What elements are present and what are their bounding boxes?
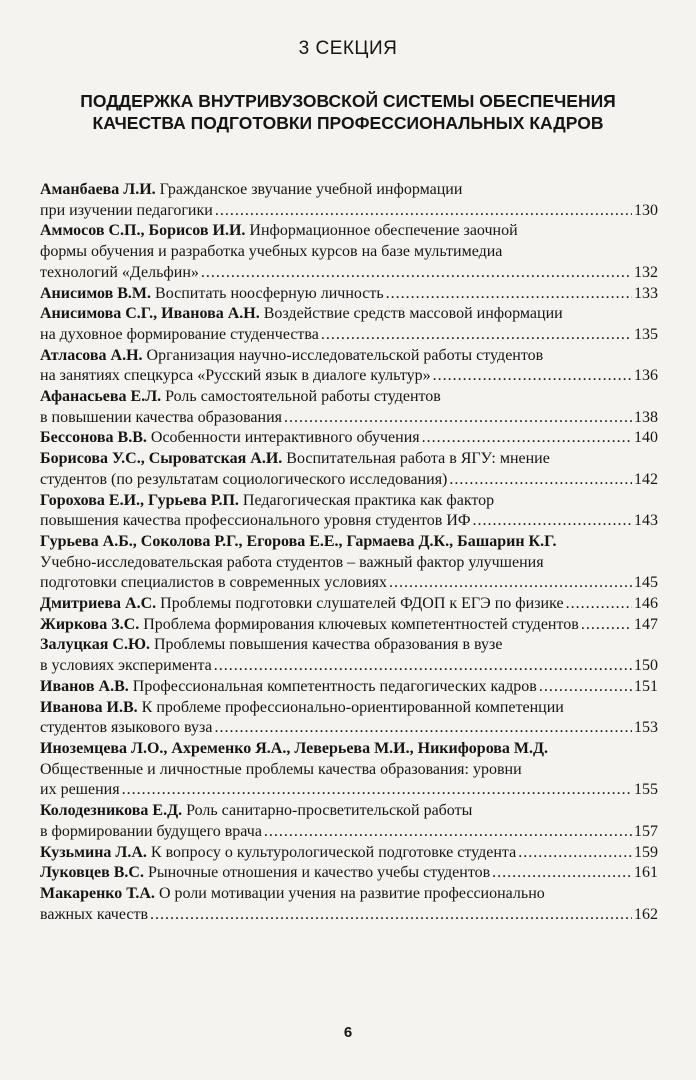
toc-entry-page: 161 <box>634 864 658 882</box>
toc-entry-authors: Атласова А.Н. <box>40 346 143 364</box>
toc-entry-line <box>40 263 658 284</box>
toc-entry-authors: Дмитриева А.С. <box>40 595 157 613</box>
dot-leader <box>201 263 632 284</box>
toc-entry-authors: Иванова И.В. <box>40 698 138 716</box>
dot-leader <box>433 366 632 387</box>
toc-entry-line <box>40 739 658 760</box>
toc-entry-authors: Афанасьева Е.Л. <box>40 388 162 406</box>
toc-entry-page: 138 <box>634 408 658 426</box>
toc-entry-title: К вопросу о культурологической подготовке студента <box>150 843 517 861</box>
toc-entry-title: в условиях эксперимента <box>40 657 212 675</box>
toc-entry <box>40 180 658 221</box>
dot-leader <box>321 325 632 346</box>
toc-entry-line <box>40 532 658 553</box>
toc-entry-authors: Колодезникова Е.Д. <box>40 802 183 820</box>
toc-entry-title: Проблема формирования ключевых компетентностей студентов <box>143 615 579 633</box>
toc-entry-page: 130 <box>634 201 658 219</box>
toc-entry-title: на духовное формирование студенчества <box>40 325 319 343</box>
toc-entry-line <box>40 428 658 449</box>
toc-entry <box>40 532 658 594</box>
dot-leader <box>150 905 632 926</box>
toc-entry-page: 140 <box>634 429 658 447</box>
toc-entry-page: 151 <box>634 677 658 695</box>
toc-entry-authors: Макаренко Т.А. <box>40 884 155 902</box>
dot-leader <box>386 284 632 305</box>
toc-entry <box>40 346 658 387</box>
toc-entry-page: 135 <box>634 325 658 343</box>
toc-entry-line <box>40 656 658 677</box>
toc-entry <box>40 615 658 636</box>
toc-entry-line <box>40 242 658 263</box>
toc-entry-authors: Борисова У.С., Сыроватская А.И. <box>40 450 283 468</box>
toc-entry-line <box>40 801 658 822</box>
toc-entry-line <box>40 884 658 905</box>
toc-entry-line <box>40 822 658 843</box>
dot-leader <box>389 573 632 594</box>
toc-entry-title: повышения качества профессионального уровня студентов ИФ <box>40 512 471 530</box>
toc-entry-authors: Залуцкая С.Ю. <box>40 636 150 654</box>
toc-entry-title: в повышении качества образования <box>40 408 283 426</box>
toc-entry <box>40 698 658 739</box>
toc-entry-title: Учебно-исследовательская работа студентов – важный фактор улучшения <box>40 553 544 571</box>
toc-entry-title: технологий «Дельфин» <box>40 263 199 281</box>
toc-entry-title: в формировании будущего врача <box>40 822 262 840</box>
toc-entry-line <box>40 843 658 864</box>
toc-entry <box>40 304 658 345</box>
toc-entry-title: формы обучения и разработка учебных курсов на базе мультимедиа <box>40 243 503 261</box>
toc-entry-page: 147 <box>634 615 658 633</box>
toc-entry <box>40 801 658 842</box>
toc-entry <box>40 387 658 428</box>
toc-entry-title: Воспитательная работа в ЯГУ: мнение <box>286 450 550 468</box>
table-of-contents <box>40 180 658 925</box>
toc-entry-page: 159 <box>634 843 658 861</box>
toc-entry <box>40 863 658 884</box>
section-heading <box>40 90 656 134</box>
toc-entry-line <box>40 408 658 429</box>
toc-entry-line <box>40 594 658 615</box>
section-title: 3 СЕКЦИЯ <box>298 38 398 59</box>
toc-entry-title: важных качеств <box>40 905 148 923</box>
toc-entry-title: при изучении педагогики <box>40 201 213 219</box>
toc-entry-line <box>40 180 658 201</box>
toc-entry-line <box>40 905 658 926</box>
toc-entry-authors: Жиркова З.С. <box>40 615 140 633</box>
toc-entry <box>40 884 658 925</box>
toc-entry-line <box>40 553 658 574</box>
toc-entry-title: Рыночные отношения и качество учебы студентов <box>147 864 491 882</box>
toc-entry-line <box>40 325 658 346</box>
toc-entry-line <box>40 635 658 656</box>
toc-entry-title: Воздействие средств массовой информации <box>263 305 563 323</box>
dot-leader <box>422 428 632 449</box>
toc-entry-authors: Луковцев В.С. <box>40 864 144 882</box>
toc-entry-page: 153 <box>634 719 658 737</box>
toc-entry-title: Воспитать ноосферную личность <box>155 284 384 302</box>
dot-leader <box>122 780 632 801</box>
heading-line: КАЧЕСТВА ПОДГОТОВКИ ПРОФЕССИОНАЛЬНЫХ КАДРОВ <box>92 113 604 133</box>
toc-entry <box>40 677 658 698</box>
dot-leader <box>214 718 632 739</box>
toc-entry-authors: Анисимов В.М. <box>40 284 152 302</box>
toc-entry-page: 155 <box>634 781 658 799</box>
toc-entry-authors: Аммосов С.П., Борисов И.И. <box>40 222 246 240</box>
dot-leader <box>518 843 632 864</box>
toc-entry-title: их решения <box>40 781 120 799</box>
toc-entry <box>40 491 658 532</box>
toc-entry <box>40 284 658 305</box>
toc-entry-line <box>40 677 658 698</box>
toc-entry-authors: Горохова Е.И., Гурьева Р.П. <box>40 491 239 509</box>
toc-entry-line <box>40 491 658 512</box>
toc-entry-page: 145 <box>634 574 658 592</box>
dot-leader <box>539 677 632 698</box>
toc-entry-line <box>40 615 658 636</box>
dot-leader <box>581 615 632 636</box>
toc-entry-title: Педагогическая практика как фактор <box>242 491 495 509</box>
dot-leader <box>264 822 632 843</box>
toc-entry-page: 146 <box>634 595 658 613</box>
toc-entry-title: Роль санитарно-просветительской работы <box>186 802 473 820</box>
toc-entry-authors: Кузьмина Л.А. <box>40 843 147 861</box>
dot-leader <box>566 594 632 615</box>
toc-entry <box>40 635 658 676</box>
toc-entry-line <box>40 201 658 222</box>
toc-entry-title: Профессиональная компетентность педагогических кадров <box>132 677 537 695</box>
toc-entry-authors: Гурьева А.Б., Соколова Р.Г., Егорова Е.Е., Гармаева Д.К., Башарин К.Г. <box>40 532 557 550</box>
toc-entry-title: О роли мотивации учения на развитие профессионально <box>158 884 545 902</box>
heading-line: ПОДДЕРЖКА ВНУТРИВУЗОВСКОЙ СИСТЕМЫ ОБЕСПЕЧЕНИЯ <box>80 91 616 111</box>
toc-entry-page: 143 <box>634 512 658 530</box>
toc-entry-title: Проблемы повышения качества образования в вузе <box>153 636 503 654</box>
dot-leader <box>284 408 632 429</box>
toc-entry-page: 132 <box>634 263 658 281</box>
page-number: 6 <box>343 1024 353 1041</box>
toc-entry-title: студентов (по результатам социологического исследования) <box>40 470 448 488</box>
toc-entry-line <box>40 387 658 408</box>
toc-entry-line <box>40 284 658 305</box>
dot-leader <box>449 470 632 491</box>
toc-entry-line <box>40 470 658 491</box>
toc-entry-title: подготовки специалистов в современных условиях <box>40 574 387 592</box>
dot-leader <box>214 656 632 677</box>
toc-entry-authors: Иванов А.В. <box>40 677 129 695</box>
dot-leader <box>215 201 632 222</box>
toc-entry <box>40 843 658 864</box>
toc-entry-line <box>40 698 658 719</box>
toc-entry-page: 150 <box>634 657 658 675</box>
toc-entry-line <box>40 718 658 739</box>
toc-entry-authors: Иноземцева Л.О., Ахременко Я.А., Леверьева М.И., Никифорова М.Д. <box>40 739 549 757</box>
dot-leader <box>492 863 632 884</box>
toc-entry-title: на занятиях спецкурса «Русский язык в диалоге культур» <box>40 367 431 385</box>
toc-entry <box>40 739 658 801</box>
toc-entry-line <box>40 221 658 242</box>
toc-entry-authors: Анисимова С.Г., Иванова А.Н. <box>40 305 260 323</box>
toc-entry-page: 162 <box>634 905 658 923</box>
toc-entry-page: 136 <box>634 367 658 385</box>
toc-entry-page: 157 <box>634 822 658 840</box>
toc-entry-line <box>40 449 658 470</box>
toc-entry <box>40 428 658 449</box>
toc-entry-page: 142 <box>634 470 658 488</box>
toc-entry-title: Гражданское звучание учебной информации <box>159 181 463 198</box>
toc-entry-authors: Бессонова В.В. <box>40 429 147 447</box>
toc-entry <box>40 449 658 490</box>
toc-entry-title: Организация научно-исследовательской работы студентов <box>146 346 544 364</box>
toc-entry-line <box>40 346 658 367</box>
toc-entry-title: К проблеме профессионально-ориентированной компетенции <box>141 698 564 716</box>
toc-entry-title: Общественные и личностные проблемы качества образования: уровни <box>40 760 522 778</box>
toc-entry-page: 133 <box>634 284 658 302</box>
dot-leader <box>473 511 632 532</box>
toc-entry-line <box>40 511 658 532</box>
toc-entry <box>40 594 658 615</box>
toc-entry-line <box>40 780 658 801</box>
toc-entry-title: Проблемы подготовки слушателей ФДОП к ЕГЭ по физике <box>160 595 564 613</box>
toc-entry-line <box>40 366 658 387</box>
toc-entry-line <box>40 573 658 594</box>
toc-entry-line <box>40 760 658 781</box>
toc-entry-line <box>40 304 658 325</box>
toc-entry-authors: Аманбаева Л.И. <box>40 181 156 198</box>
toc-entry-title: студентов языкового вуза <box>40 719 213 737</box>
toc-entry-title: Информационное обеспечение заочной <box>249 222 518 240</box>
toc-entry <box>40 221 658 283</box>
toc-entry-title: Роль самостоятельной работы студентов <box>165 388 441 406</box>
toc-entry-line <box>40 863 658 884</box>
toc-entry-title: Особенности интерактивного обучения <box>150 429 420 447</box>
